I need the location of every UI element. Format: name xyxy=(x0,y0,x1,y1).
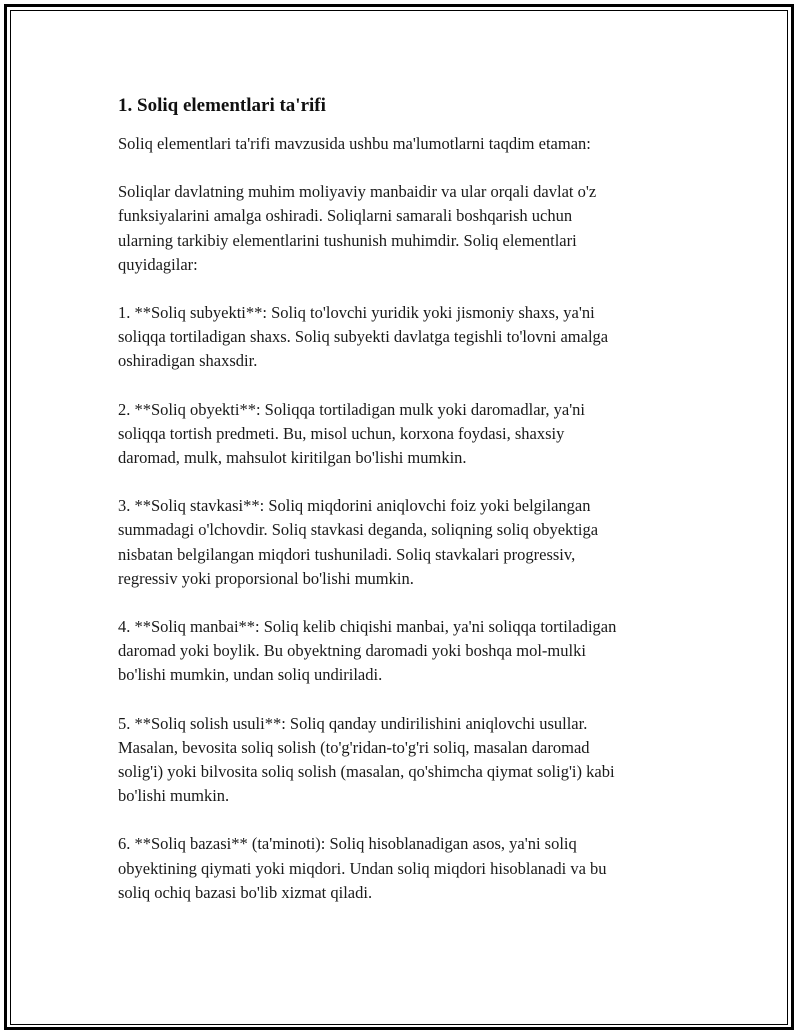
intro-paragraph: Soliq elementlari ta'rifi mavzusida ushbu ma'lumotlarni taqdim etaman: xyxy=(118,134,591,153)
element-item-rate: 3. **Soliq stavkasi**: Soliq miqdorini aniqlovchi foiz yoki belgilangan summadagi o'lchovdir. Soliq stavkasi deganda, soliqning soliq obyektiga nisbatan belgilangan miqdori tushuniladi. Soliq stavkalari progressiv, regressiv yoki proporsional bo'lishi mumkin. xyxy=(118,496,599,588)
element-item-base: 6. **Soliq bazasi** (ta'minoti): Soliq hisoblanadigan asos, ya'ni soliq obyektining qiymati yoki miqdori. Undan soliq miqdori hisoblanadi va bu soliq ochiq bazasi bo'lib xizmat qiladi. xyxy=(118,834,607,902)
element-item-subject: 1. **Soliq subyekti**: Soliq to'lovchi yuridik yoki jismoniy shaxs, ya'ni soliqqa tortiladigan shaxs. Soliq subyekti davlatga tegishli to'lovni amalga oshiradigan shaxsdir. xyxy=(118,303,609,371)
document-title: 1. Soliq elementlari ta'rifi xyxy=(118,95,326,116)
element-item-method: 5. **Soliq solish usuli**: Soliq qanday undirilishini aniqlovchi usullar. Masalan, bevosita soliq solish (to'g'ridan-to'g'ri soliq, masalan daromad solig'i) yoki bilvosita soliq solish (masalan, qo'shimcha qiymat solig'i) kabi bo'lishi mumkin. xyxy=(118,713,615,806)
element-item-object: 2. **Soliq obyekti**: Soliqqa tortiladigan mulk yoki daromadlar, ya'ni soliqqa tortish predmeti. Bu, misol uchun, korxona foydasi, shaxsiy daromad, mulk, mahsulot kiritilgan bo'lishi mumkin. xyxy=(118,399,586,468)
overview-paragraph: Soliqlar davlatning muhim moliyaviy manbaidir va ular orqali davlat o'z funksiyalarini amalga oshiradi. Soliqlarni samarali boshqarish uchun ularning tarkibiy elementlarini tushunish muhimdir. Soliq elementlari quyidagilar: xyxy=(118,182,597,274)
document-body xyxy=(118,93,683,905)
element-item-source: 4. **Soliq manbai**: Soliq kelib chiqishi manbai, ya'ni soliqqa tortiladigan daromad yoki boylik. Bu obyektning daromadi yoki boshqa mol-mulki bo'lishi mumkin, undan soliq undiriladi. xyxy=(118,617,617,685)
